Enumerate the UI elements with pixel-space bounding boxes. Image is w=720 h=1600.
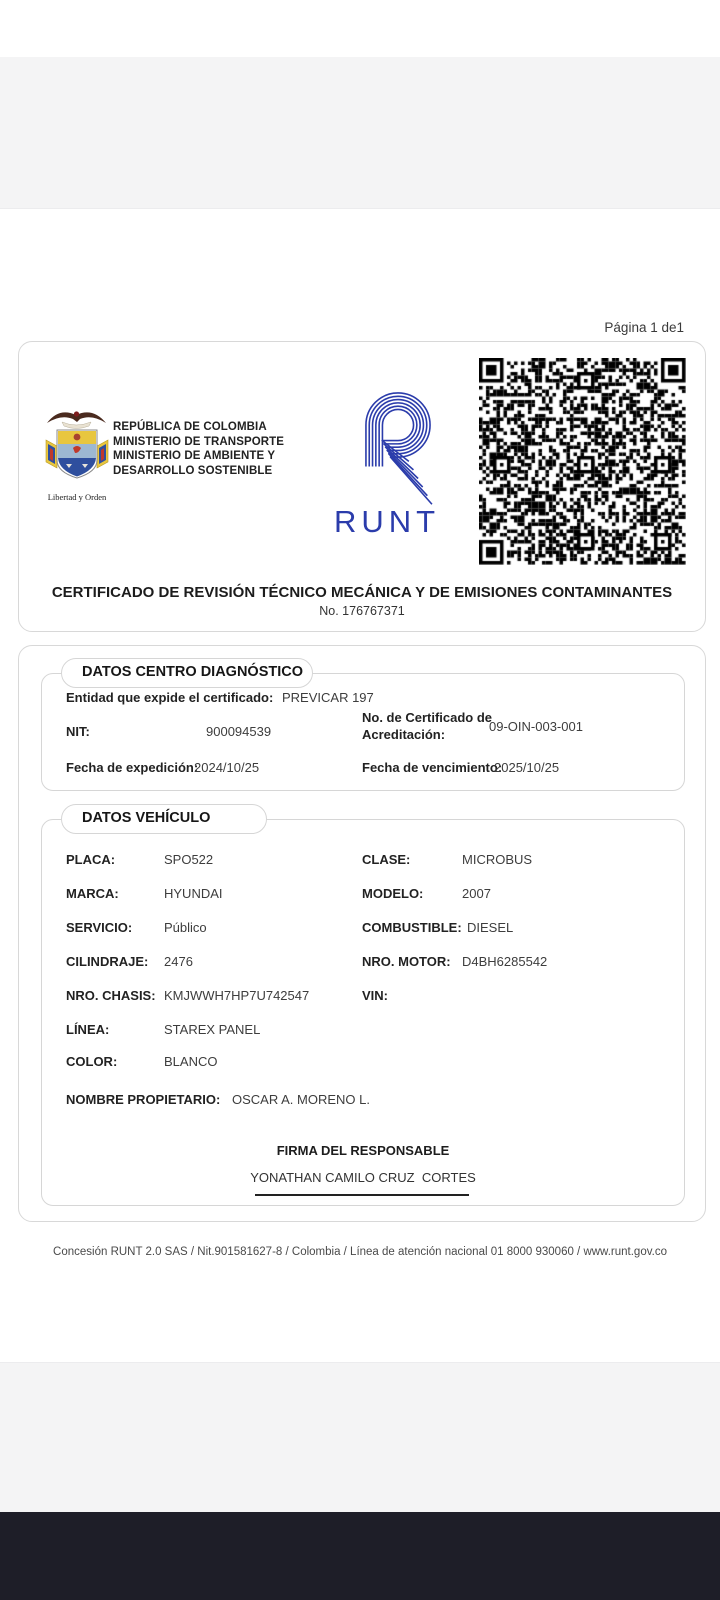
vencimiento-value: 2025/10/25 xyxy=(494,760,560,775)
qr-code xyxy=(479,358,686,565)
certificate-header-card xyxy=(18,341,706,632)
ministry-line: MINISTERIO DE TRANSPORTE xyxy=(113,435,285,448)
field-value: DIESEL xyxy=(467,920,514,935)
vencimiento-label: Fecha de vencimiento: xyxy=(362,760,503,775)
certificate-body-card xyxy=(18,645,706,1222)
field-label: VIN: xyxy=(362,988,388,1003)
certificate-title: CERTIFICADO DE REVISIÓN TÉCNICO MECÁNICA Y DE EMISIONES CONTAMINANTES xyxy=(51,584,673,601)
nit-label: NIT: xyxy=(66,724,90,739)
bottom-gray-band xyxy=(0,1362,720,1512)
coat-of-arms-caption: Libertad y Orden xyxy=(47,492,107,502)
section-title-centro-diagnostico: DATOS CENTRO DIAGNÓSTICO xyxy=(61,658,313,688)
coat-of-arms-block xyxy=(33,406,121,502)
acreditacion-value: 09-OIN-003-001 xyxy=(489,719,583,734)
field-value: MICROBUS xyxy=(462,852,533,867)
section-title-vehiculo: DATOS VEHÍCULO xyxy=(61,804,267,834)
nit-value: 900094539 xyxy=(206,724,272,739)
acreditacion-label-2: Acreditación: xyxy=(362,727,446,742)
certificate-number: No. 176767371 xyxy=(319,604,405,618)
field-label: NRO. CHASIS: xyxy=(66,988,156,1003)
runt-wordmark: RUNT xyxy=(333,504,441,539)
bottom-dark-bar xyxy=(0,1512,720,1600)
centro-diagnostico-box xyxy=(41,673,685,791)
vehiculo-box xyxy=(41,819,685,1206)
page-number-label: Página 1 de1 xyxy=(604,320,684,335)
field-label: COMBUSTIBLE: xyxy=(362,920,462,935)
field-label: CLASE: xyxy=(362,852,411,867)
entidad-value: PREVICAR 197 xyxy=(282,690,374,705)
runt-logo-icon xyxy=(337,376,459,508)
field-value: SPO522 xyxy=(164,852,214,867)
signature-line xyxy=(255,1194,469,1196)
field-label: MODELO: xyxy=(362,886,424,901)
field-label: COLOR: xyxy=(66,1054,118,1069)
field-value: STAREX PANEL xyxy=(164,1022,261,1037)
colombia-coat-of-arms-icon xyxy=(42,406,112,490)
ministry-text-block xyxy=(113,420,284,478)
field-value: 2007 xyxy=(462,886,491,901)
ministry-line: MINISTERIO DE AMBIENTE Y xyxy=(113,450,276,462)
expedicion-value: 2024/10/25 xyxy=(194,760,260,775)
field-value: 2476 xyxy=(164,954,193,969)
footer-legal-text: Concesión RUNT 2.0 SAS / Nit.901581627-8 / Colombia / Línea de atención nacional 01 8000 930060 / www.runt.gov.co xyxy=(53,1246,667,1258)
field-value: Público xyxy=(164,920,207,935)
signature-name: YONATHAN CAMILO CRUZ CORTES xyxy=(250,1170,476,1185)
field-label: CILINDRAJE: xyxy=(66,954,149,969)
ministry-line: DESARROLLO SOSTENIBLE xyxy=(113,464,273,477)
field-label: LÍNEA: xyxy=(66,1022,110,1037)
field-value: HYUNDAI xyxy=(164,886,223,901)
propietario-label: NOMBRE PROPIETARIO: xyxy=(66,1092,221,1107)
ministry-line: REPÚBLICA DE COLOMBIA xyxy=(113,421,267,433)
acreditacion-label: No. de Certificado de xyxy=(362,710,493,725)
signature-heading: FIRMA DEL RESPONSABLE xyxy=(276,1143,450,1158)
field-label: NRO. MOTOR: xyxy=(362,954,451,969)
top-gray-band xyxy=(0,57,720,209)
field-value: BLANCO xyxy=(164,1054,218,1069)
entidad-label: Entidad que expide el certificado: xyxy=(66,690,274,705)
field-value: KMJWWH7HP7U742547 xyxy=(164,988,310,1003)
field-label: PLACA: xyxy=(66,852,116,867)
field-value: D4BH6285542 xyxy=(462,954,548,969)
field-label: MARCA: xyxy=(66,886,119,901)
expedicion-label: Fecha de expedición: xyxy=(66,760,199,775)
propietario-value: OSCAR A. MORENO L. xyxy=(232,1092,370,1107)
field-label: SERVICIO: xyxy=(66,920,133,935)
